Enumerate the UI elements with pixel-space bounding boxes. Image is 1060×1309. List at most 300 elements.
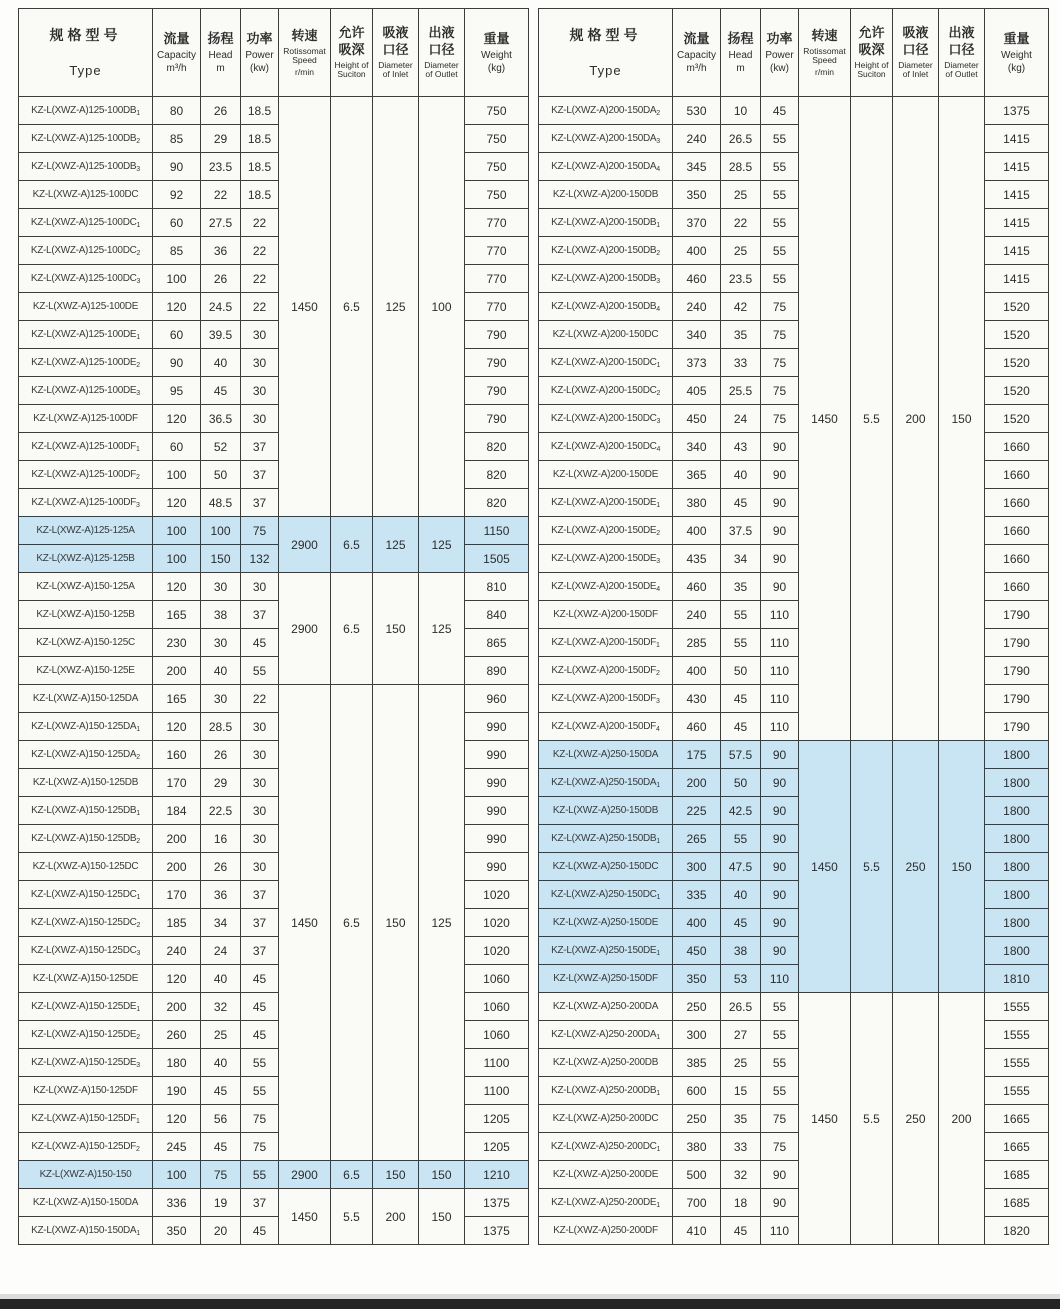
capacity-cell: 120 [153, 713, 201, 741]
capacity-cell: 225 [673, 797, 721, 825]
header-row [539, 9, 1049, 97]
model-cell: $KZ-L(XWZ-A)150-125DE_1$ [19, 993, 153, 1021]
header-type [19, 9, 153, 97]
weight-cell: 1800 [985, 769, 1049, 797]
power-cell: 75 [761, 1133, 799, 1161]
model-cell: KZ-L(XWZ-A)150-125DC [19, 853, 153, 881]
power-cell: 30 [241, 769, 279, 797]
model-cell: KZ-L(XWZ-A)250-150DF [539, 965, 673, 993]
model-cell: $KZ-L(XWZ-A)125-100DC_1$ [19, 209, 153, 237]
weight-cell: 770 [465, 237, 529, 265]
model-subscript: 2 [136, 753, 140, 761]
weight-cell: 1790 [985, 685, 1049, 713]
model-subscript: 2 [656, 529, 660, 537]
model-cell: $KZ-L(XWZ-A)250-200DC_1$ [539, 1133, 673, 1161]
power-cell: 18.5 [241, 181, 279, 209]
capacity-cell: 400 [673, 909, 721, 937]
spec-row [539, 97, 1049, 125]
model-subscript: 1 [136, 1229, 140, 1237]
model-cell: KZ-L(XWZ-A)150-125DA [19, 685, 153, 713]
power-cell: 22 [241, 265, 279, 293]
model-cell: KZ-L(XWZ-A)250-150DE [539, 909, 673, 937]
head-cell: 10 [721, 97, 761, 125]
capacity-cell: 80 [153, 97, 201, 125]
power-cell: 75 [241, 1133, 279, 1161]
model-subscript: 4 [656, 585, 660, 593]
power-cell: 18.5 [241, 125, 279, 153]
head-cell: 25 [721, 1049, 761, 1077]
capacity-cell: 285 [673, 629, 721, 657]
head-cell: 100 [201, 517, 241, 545]
model-cell: KZ-L(XWZ-A)150-150 [19, 1161, 153, 1189]
capacity-cell: 100 [153, 265, 201, 293]
speed-cell: 1450 [279, 1189, 331, 1245]
capacity-cell: 240 [153, 937, 201, 965]
power-cell: 90 [761, 741, 799, 769]
model-cell: $KZ-L(XWZ-A)200-150DC_2$ [539, 377, 673, 405]
power-cell: 75 [761, 321, 799, 349]
head-cell: 150 [201, 545, 241, 573]
head-cell: 38 [201, 601, 241, 629]
model-subscript: 2 [656, 389, 661, 397]
power-cell: 30 [241, 321, 279, 349]
power-cell: 55 [761, 1077, 799, 1105]
capacity-cell: 200 [153, 993, 201, 1021]
weight-cell: 1800 [985, 881, 1049, 909]
model-cell: $KZ-L(XWZ-A)200-150DA_3$ [539, 125, 673, 153]
power-cell: 132 [241, 545, 279, 573]
capacity-cell: 335 [673, 881, 721, 909]
weight-cell: 820 [465, 489, 529, 517]
weight-cell: 1685 [985, 1161, 1049, 1189]
model-cell: $KZ-L(XWZ-A)150-125DB_1$ [19, 797, 153, 825]
head-cell: 40 [201, 657, 241, 685]
capacity-cell: 120 [153, 293, 201, 321]
weight-cell: 790 [465, 321, 529, 349]
model-cell: $KZ-L(XWZ-A)150-125DC_3$ [19, 937, 153, 965]
spec-row [19, 97, 529, 125]
outlet-cell: 150 [939, 741, 985, 993]
model-subscript: 2 [136, 137, 140, 145]
power-cell: 55 [241, 1077, 279, 1105]
capacity-cell: 460 [673, 713, 721, 741]
capacity-cell: 530 [673, 97, 721, 125]
capacity-cell: 373 [673, 349, 721, 377]
head-cell: 45 [721, 713, 761, 741]
model-cell: $KZ-L(XWZ-A)125-100DE_3$ [19, 377, 153, 405]
speed-cell: 2900 [279, 1161, 331, 1189]
model-subscript: 1 [656, 893, 661, 901]
outlet-cell: 125 [419, 573, 465, 685]
model-cell: $KZ-L(XWZ-A)200-150DA_4$ [539, 153, 673, 181]
power-cell: 75 [761, 293, 799, 321]
model-cell: KZ-L(XWZ-A)200-150DF [539, 601, 673, 629]
weight-cell: 1660 [985, 545, 1049, 573]
model-subscript: 1 [656, 837, 660, 845]
power-cell: 30 [241, 405, 279, 433]
weight-cell: 1100 [465, 1077, 529, 1105]
power-cell: 30 [241, 853, 279, 881]
head-cell: 55 [721, 629, 761, 657]
speed-cell: 1450 [279, 97, 331, 517]
model-cell: KZ-L(XWZ-A)125-125A [19, 517, 153, 545]
weight-cell: 990 [465, 769, 529, 797]
capacity-cell: 240 [673, 125, 721, 153]
model-cell: KZ-L(XWZ-A)150-125DE [19, 965, 153, 993]
inlet-cell: 150 [373, 573, 419, 685]
head-cell: 26 [201, 853, 241, 881]
model-cell: KZ-L(XWZ-A)125-100DE [19, 293, 153, 321]
capacity-cell: 60 [153, 209, 201, 237]
speed-cell: 1450 [799, 741, 851, 993]
weight-cell: 890 [465, 657, 529, 685]
capacity-cell: 435 [673, 545, 721, 573]
model-subscript: 2 [136, 1033, 140, 1041]
capacity-cell: 120 [153, 489, 201, 517]
power-cell: 45 [241, 1021, 279, 1049]
capacity-cell: 90 [153, 349, 201, 377]
capacity-cell: 265 [673, 825, 721, 853]
header-weight: 重量 Weight (kg) [985, 9, 1049, 97]
capacity-cell: 336 [153, 1189, 201, 1217]
header-capacity: 流量 Capacity m³/h [153, 9, 201, 97]
weight-cell: 750 [465, 181, 529, 209]
capacity-cell: 500 [673, 1161, 721, 1189]
capacity-cell: 450 [673, 405, 721, 433]
power-cell: 30 [241, 825, 279, 853]
weight-cell: 1790 [985, 629, 1049, 657]
header-power: 功率 Power (kw) [241, 9, 279, 97]
model-cell: $KZ-L(XWZ-A)200-150DB_2$ [539, 237, 673, 265]
model-subscript: 1 [655, 641, 660, 649]
head-cell: 32 [721, 1161, 761, 1189]
head-cell: 24 [721, 405, 761, 433]
header-type-en: Type [69, 63, 102, 79]
model-cell: $KZ-L(XWZ-A)125-100DB_2$ [19, 125, 153, 153]
capacity-cell: 380 [673, 1133, 721, 1161]
model-cell: $KZ-L(XWZ-A)150-150DA_1$ [19, 1217, 153, 1245]
power-cell: 37 [241, 461, 279, 489]
capacity-cell: 60 [153, 321, 201, 349]
model-cell: $KZ-L(XWZ-A)200-150DE_1$ [539, 489, 673, 517]
header-speed: 转速 Rotissomat Speed r/min [279, 9, 331, 97]
weight-cell: 1800 [985, 909, 1049, 937]
header-head: 扬程 Head m [201, 9, 241, 97]
weight-cell: 1800 [985, 741, 1049, 769]
model-cell: KZ-L(XWZ-A)125-100DC [19, 181, 153, 209]
weight-cell: 1800 [985, 825, 1049, 853]
power-cell: 37 [241, 1189, 279, 1217]
model-cell: $KZ-L(XWZ-A)200-150DE_3$ [539, 545, 673, 573]
weight-cell: 770 [465, 293, 529, 321]
head-cell: 45 [721, 489, 761, 517]
head-cell: 22 [201, 181, 241, 209]
model-subscript: 1 [656, 781, 660, 789]
weight-cell: 1415 [985, 265, 1049, 293]
capacity-cell: 100 [153, 545, 201, 573]
weight-cell: 1800 [985, 937, 1049, 965]
spec-row [19, 1189, 529, 1217]
head-cell: 55 [721, 825, 761, 853]
power-cell: 90 [761, 489, 799, 517]
model-subscript: 1 [136, 221, 141, 229]
capacity-cell: 350 [153, 1217, 201, 1245]
weight-cell: 1685 [985, 1189, 1049, 1217]
model-cell: $KZ-L(XWZ-A)200-150DE_4$ [539, 573, 673, 601]
model-cell: KZ-L(XWZ-A)250-200DC [539, 1105, 673, 1133]
power-cell: 55 [761, 237, 799, 265]
model-cell: KZ-L(XWZ-A)125-100DF [19, 405, 153, 433]
power-cell: 37 [241, 601, 279, 629]
capacity-cell: 240 [673, 601, 721, 629]
model-subscript: 1 [656, 501, 660, 509]
weight-cell: 1665 [985, 1133, 1049, 1161]
model-cell: $KZ-L(XWZ-A)150-125DA_1$ [19, 713, 153, 741]
inlet-cell: 125 [373, 517, 419, 573]
suction-cell: 6.5 [331, 517, 373, 573]
header-row [19, 9, 529, 97]
weight-cell: 1660 [985, 517, 1049, 545]
model-cell: $KZ-L(XWZ-A)200-150DB_4$ [539, 293, 673, 321]
head-cell: 19 [201, 1189, 241, 1217]
model-subscript: 3 [136, 949, 141, 957]
head-cell: 28.5 [201, 713, 241, 741]
weight-cell: 1660 [985, 433, 1049, 461]
model-subscript: 1 [656, 361, 661, 369]
model-cell: KZ-L(XWZ-A)250-200DF [539, 1217, 673, 1245]
weight-cell: 1555 [985, 1021, 1049, 1049]
power-cell: 45 [241, 629, 279, 657]
model-subscript: 2 [136, 361, 140, 369]
speed-cell: 1450 [799, 97, 851, 741]
model-subscript: 1 [135, 1117, 140, 1125]
head-cell: 30 [201, 629, 241, 657]
model-subscript: 4 [656, 305, 660, 313]
power-cell: 75 [761, 1105, 799, 1133]
speed-cell: 1450 [279, 685, 331, 1161]
weight-cell: 1020 [465, 937, 529, 965]
head-cell: 56 [201, 1105, 241, 1133]
head-cell: 25 [721, 181, 761, 209]
head-cell: 36 [201, 881, 241, 909]
head-cell: 39.5 [201, 321, 241, 349]
power-cell: 30 [241, 797, 279, 825]
model-cell: $KZ-L(XWZ-A)200-150DC_4$ [539, 433, 673, 461]
power-cell: 37 [241, 433, 279, 461]
power-cell: 55 [761, 209, 799, 237]
head-cell: 33 [721, 349, 761, 377]
head-cell: 24.5 [201, 293, 241, 321]
model-subscript: 3 [655, 697, 660, 705]
model-cell: $KZ-L(XWZ-A)250-150DE_1$ [539, 937, 673, 965]
model-cell: $KZ-L(XWZ-A)250-150DC_1$ [539, 881, 673, 909]
weight-cell: 990 [465, 825, 529, 853]
model-cell: $KZ-L(XWZ-A)125-100DE_1$ [19, 321, 153, 349]
head-cell: 47.5 [721, 853, 761, 881]
model-cell: KZ-L(XWZ-A)250-200DA [539, 993, 673, 1021]
head-cell: 45 [721, 909, 761, 937]
capacity-cell: 60 [153, 433, 201, 461]
model-subscript: 3 [656, 557, 660, 565]
model-cell: $KZ-L(XWZ-A)250-200DB_1$ [539, 1077, 673, 1105]
weight-cell: 1375 [985, 97, 1049, 125]
head-cell: 45 [201, 1133, 241, 1161]
model-cell: KZ-L(XWZ-A)150-125B [19, 601, 153, 629]
weight-cell: 1415 [985, 153, 1049, 181]
capacity-cell: 180 [153, 1049, 201, 1077]
outlet-cell: 200 [939, 993, 985, 1245]
head-cell: 57.5 [721, 741, 761, 769]
capacity-cell: 160 [153, 741, 201, 769]
weight-cell: 960 [465, 685, 529, 713]
suction-cell: 5.5 [851, 993, 893, 1245]
power-cell: 90 [761, 825, 799, 853]
header-speed: 转速 Rotissomat Speed r/min [799, 9, 851, 97]
power-cell: 18.5 [241, 97, 279, 125]
capacity-cell: 92 [153, 181, 201, 209]
model-cell: KZ-L(XWZ-A)200-150DC [539, 321, 673, 349]
model-subscript: 2 [135, 1145, 140, 1153]
weight-cell: 1205 [465, 1133, 529, 1161]
head-cell: 45 [721, 685, 761, 713]
model-cell: KZ-L(XWZ-A)150-125DB [19, 769, 153, 797]
head-cell: 26 [201, 741, 241, 769]
model-cell: $KZ-L(XWZ-A)200-150DF_1$ [539, 629, 673, 657]
model-subscript: 2 [136, 837, 140, 845]
weight-cell: 810 [465, 573, 529, 601]
head-cell: 26.5 [721, 993, 761, 1021]
capacity-cell: 100 [153, 461, 201, 489]
head-cell: 35 [721, 321, 761, 349]
weight-cell: 990 [465, 741, 529, 769]
head-cell: 40 [201, 349, 241, 377]
model-cell: KZ-L(XWZ-A)250-200DB [539, 1049, 673, 1077]
capacity-cell: 340 [673, 433, 721, 461]
weight-cell: 1810 [985, 965, 1049, 993]
capacity-cell: 200 [153, 657, 201, 685]
weight-cell: 790 [465, 405, 529, 433]
head-cell: 35 [721, 573, 761, 601]
power-cell: 110 [761, 629, 799, 657]
model-cell: $KZ-L(XWZ-A)125-100DC_3$ [19, 265, 153, 293]
weight-cell: 1150 [465, 517, 529, 545]
head-cell: 25 [201, 1021, 241, 1049]
capacity-cell: 370 [673, 209, 721, 237]
model-subscript: 1 [656, 221, 660, 229]
weight-cell: 1800 [985, 853, 1049, 881]
weight-cell: 865 [465, 629, 529, 657]
model-subscript: 2 [656, 109, 660, 117]
model-cell: $KZ-L(XWZ-A)200-150DB_1$ [539, 209, 673, 237]
suction-cell: 5.5 [851, 97, 893, 741]
power-cell: 55 [761, 1021, 799, 1049]
model-cell: $KZ-L(XWZ-A)250-150DB_1$ [539, 825, 673, 853]
head-cell: 42.5 [721, 797, 761, 825]
model-cell: KZ-L(XWZ-A)125-125B [19, 545, 153, 573]
header-suction: 允许吸深 Height of Suciton [851, 9, 893, 97]
power-cell: 75 [761, 377, 799, 405]
weight-cell: 1555 [985, 1077, 1049, 1105]
weight-cell: 1020 [465, 909, 529, 937]
weight-cell: 1520 [985, 377, 1049, 405]
model-cell: KZ-L(XWZ-A)150-125C [19, 629, 153, 657]
head-cell: 45 [201, 377, 241, 405]
power-cell: 37 [241, 489, 279, 517]
model-cell: KZ-L(XWZ-A)150-125A [19, 573, 153, 601]
speed-cell: 1450 [799, 993, 851, 1245]
model-cell: $KZ-L(XWZ-A)250-200DA_1$ [539, 1021, 673, 1049]
weight-cell: 1790 [985, 601, 1049, 629]
power-cell: 22 [241, 237, 279, 265]
power-cell: 90 [761, 937, 799, 965]
model-cell: KZ-L(XWZ-A)250-150DC [539, 853, 673, 881]
speed-cell: 2900 [279, 573, 331, 685]
page-bottom-bar [0, 1299, 1060, 1309]
head-cell: 16 [201, 825, 241, 853]
model-cell: $KZ-L(XWZ-A)150-125DE_2$ [19, 1021, 153, 1049]
model-cell: $KZ-L(XWZ-A)150-125DA_2$ [19, 741, 153, 769]
weight-cell: 750 [465, 125, 529, 153]
power-cell: 110 [761, 965, 799, 993]
power-cell: 110 [761, 657, 799, 685]
capacity-cell: 410 [673, 1217, 721, 1245]
capacity-cell: 190 [153, 1077, 201, 1105]
inlet-cell: 200 [893, 97, 939, 741]
power-cell: 37 [241, 881, 279, 909]
model-subscript: 4 [655, 725, 660, 733]
weight-cell: 1820 [985, 1217, 1049, 1245]
capacity-cell: 240 [673, 293, 721, 321]
head-cell: 55 [721, 601, 761, 629]
model-subscript: 1 [136, 893, 141, 901]
model-cell: $KZ-L(XWZ-A)200-150DA_2$ [539, 97, 673, 125]
head-cell: 53 [721, 965, 761, 993]
model-subscript: 1 [136, 725, 140, 733]
weight-cell: 1660 [985, 573, 1049, 601]
inlet-cell: 250 [893, 993, 939, 1245]
power-cell: 45 [761, 97, 799, 125]
head-cell: 34 [201, 909, 241, 937]
capacity-cell: 600 [673, 1077, 721, 1105]
head-cell: 37.5 [721, 517, 761, 545]
weight-cell: 1555 [985, 1049, 1049, 1077]
head-cell: 48.5 [201, 489, 241, 517]
head-cell: 50 [721, 769, 761, 797]
capacity-cell: 185 [153, 909, 201, 937]
outlet-cell: 125 [419, 517, 465, 573]
spec-table-left [18, 8, 529, 1245]
model-cell: $KZ-L(XWZ-A)125-100DB_1$ [19, 97, 153, 125]
capacity-cell: 230 [153, 629, 201, 657]
power-cell: 75 [761, 405, 799, 433]
model-subscript: 1 [656, 1089, 660, 1097]
model-cell: $KZ-L(XWZ-A)150-125DC_1$ [19, 881, 153, 909]
model-cell: KZ-L(XWZ-A)150-125E [19, 657, 153, 685]
head-cell: 26 [201, 265, 241, 293]
head-cell: 26 [201, 97, 241, 125]
power-cell: 90 [761, 545, 799, 573]
weight-cell: 1060 [465, 993, 529, 1021]
power-cell: 18.5 [241, 153, 279, 181]
head-cell: 30 [201, 573, 241, 601]
capacity-cell: 385 [673, 1049, 721, 1077]
capacity-cell: 200 [153, 853, 201, 881]
inlet-cell: 150 [373, 685, 419, 1161]
model-cell: KZ-L(XWZ-A)150-150DA [19, 1189, 153, 1217]
capacity-cell: 365 [673, 461, 721, 489]
power-cell: 22 [241, 209, 279, 237]
model-cell: $KZ-L(XWZ-A)125-100DF_1$ [19, 433, 153, 461]
